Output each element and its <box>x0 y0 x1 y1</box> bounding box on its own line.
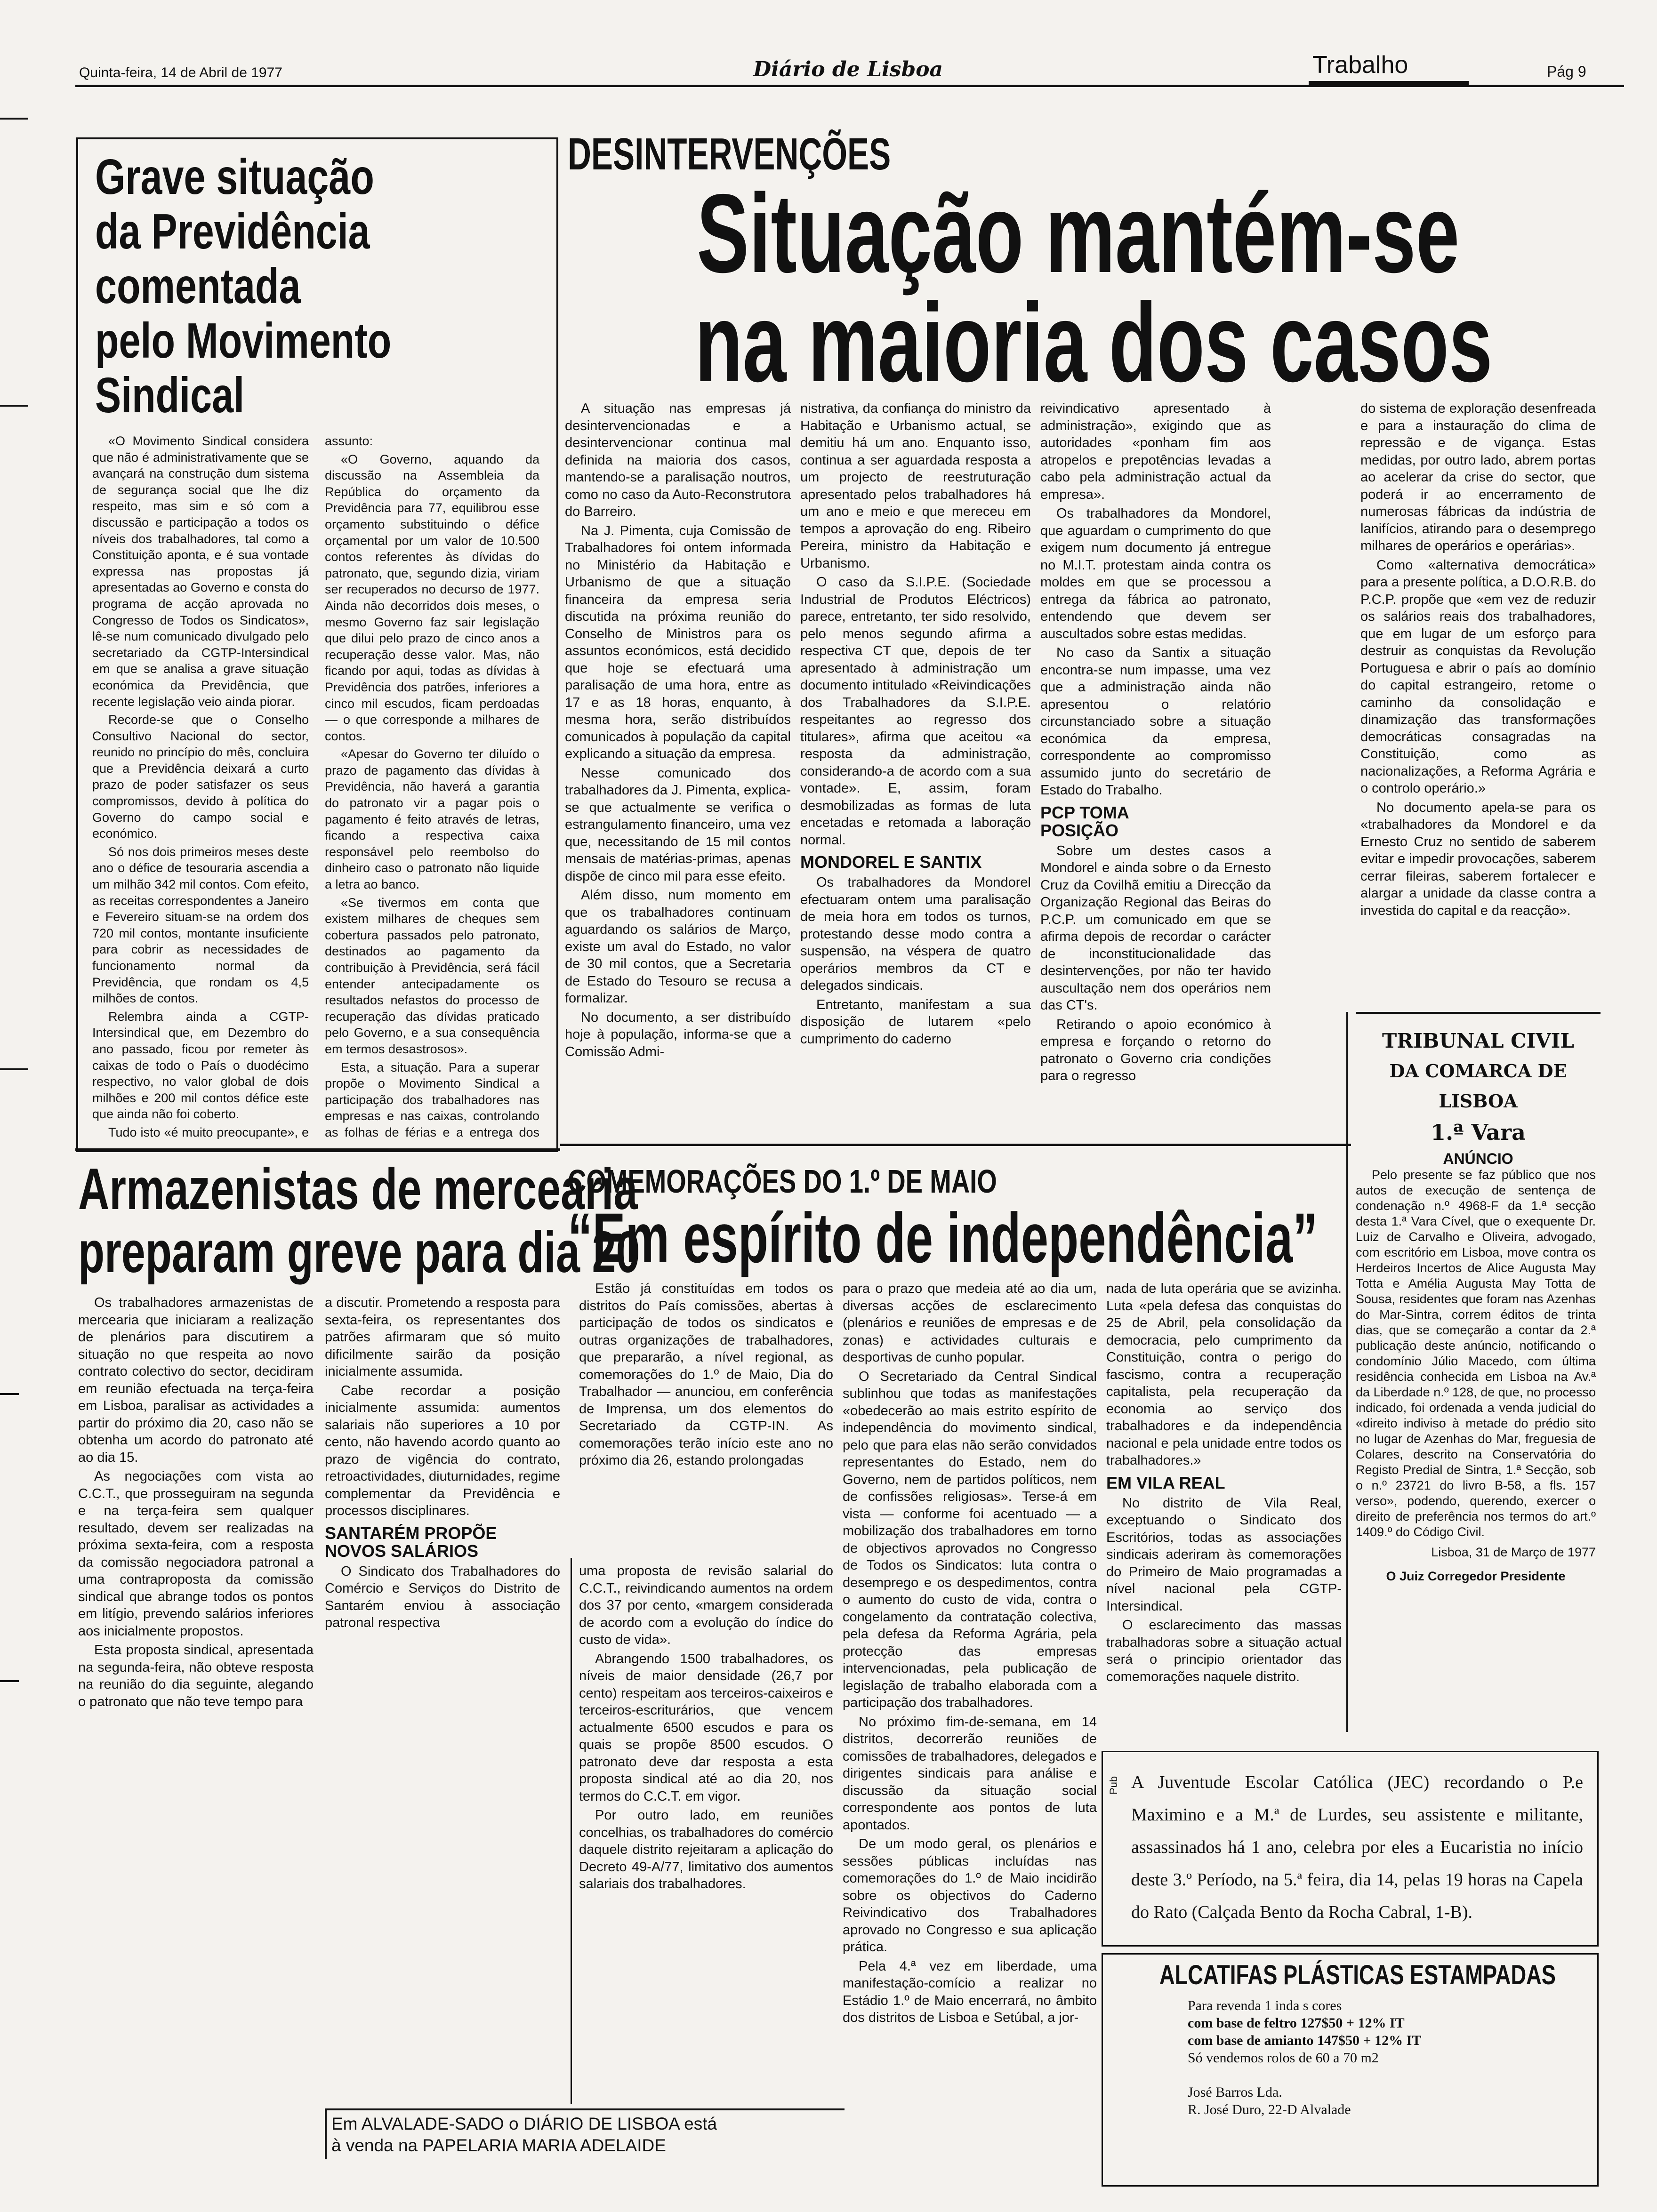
alcatifas-line: com base de amianto 147$50 + 12% IT <box>1188 2033 1422 2048</box>
alcatifas-body <box>1188 1997 1564 2118</box>
headline-line: comentada <box>95 258 301 314</box>
article-divider <box>75 1148 560 1151</box>
paragraph: Como «alternativa democrática» para a presente política, a D.O.R.B. do P.C.P. propõe que «em vez de reduzir os salários reais dos trabalhadores, que em lugar de um esforço para destruir as conquistas da Revolução Portuguesa e abrir o país ao domínio do capital estrangeiro, retome o caminho da consolidação e dinamização das transformações democráticas consagradas na Constituição, como as nacionalizações, a Reforma Agrária e o controlo operário.» <box>1360 557 1596 796</box>
paragraph: No próximo fim-de-semana, em 14 distritos, decorrerão reuniões de comissões de trabalhadores, delegados e dirigentes sindicais para análise e discussão da situação social correspondente aos pontos de luta apontados. <box>843 1714 1097 1833</box>
paragraph: Entretanto, manifestam a sua disposição de lutarem «pelo cumprimento do caderno <box>800 997 1031 1047</box>
article-desintervencoes-col2 <box>800 400 1031 1134</box>
paragraph: No documento apela-se para os «trabalhadores da Mondorel e da Ernesto Cruz no sentido de saberem evitar e impedir provocações, saberem cerrar fileiras, saberem fortalecer e alargar a unidade da classe contra a investida do capital e da reacção». <box>1360 800 1596 918</box>
paragraph: Os trabalhadores armazenistas de mercearia que iniciaram a realização de plenários para discutirem a situação no que respeita ao novo contrato colectivo do sector, decidiram em reunião efectuada na terça-feira em Lisboa, paralisar as actividades a partir do próximo dia 20, caso não se obtenha um acordo do patronato até ao dia 15. <box>78 1295 314 1465</box>
paragraph: «O Movimento Sindical considera que não é administrativamente que se avançará na construção dum sistema de segurança social que lhe diz respeito, mas sim e só com a discussão e participação a todos os níveis dos trabalhadores, tal como a Constituição aponta, e é sua vontade expressa nas propostas já apresentadas ao Governo e consta do programa de acção aprovada no Congresso de Todos os Sindicatos», lê-se num comunicado divulgado pelo secretariado da CGTP-Intersindical em que se analisa a grave situação económica da Previdência, que recente legislação veio ainda piorar. <box>92 434 309 709</box>
headline-line: da Previdência <box>95 204 370 259</box>
tribunal-notice <box>1356 1026 1601 1169</box>
alcatifas-line: Só vendemos rolos de 60 a 70 m2 <box>1188 2050 1379 2066</box>
subheading-line: NOVOS SALÁRIOS <box>325 1541 479 1561</box>
article-maio-headline: “Em espírito de independência” <box>568 1198 1318 1277</box>
paragraph: reivindicativo apresentado à administração», exigindo que as autoridades «ponham fim aos atropelos e prepotências levadas a cabo pela administração actual da empresa». <box>1040 401 1271 502</box>
notice-line: Em ALVALADE-SADO o DIÁRIO DE LISBOA está <box>331 2114 717 2133</box>
alcatifas-line: R. José Duro, 22-D Alvalade <box>1188 2102 1351 2117</box>
article-divider <box>560 1144 1351 1146</box>
paragraph: Abrangendo 1500 trabalhadores, os níveis de maior densidade (26,7 por cento) respeitam aos terceiros-caixeiros e terceiros-escriturários, que vencem actualmente 6500 escudos e para os quais se propõe 8500 escudos. O patronato deve dar resposta a esta proposta sindical até ao dia 20, nos termos do C.C.T. em vigor. <box>579 1651 833 1804</box>
article-previdencia-col2 <box>325 433 539 1139</box>
paragraph: As negociações com vista ao C.C.T., que prosseguiram na segunda e na terça-feira sem qualquer resultado, devem ser realizadas na próxima sexta-feira, com a resposta da comissão negociadora patronal a uma contraproposta da comissão sindical que abrange todos os pontos em litígio, prevendo salários inferiores aos inicialmente propostos. <box>78 1469 314 1639</box>
paragraph: O Sindicato dos Trabalhadores do Comércio e Serviços do Distrito de Santarém enviou à associação patronal respectiva <box>325 1563 560 1630</box>
alcatifas-line: Para revenda 1 inda s cores <box>1188 1998 1342 2013</box>
article-desintervencoes-col4 <box>1360 400 1596 1002</box>
paragraph: Por outro lado, em reuniões concelhias, os trabalhadores do comércio daquele distrito rejeitaram a aplicação do Decreto 49-A/77, limitativo dos aumentos salariais dos trabalhadores. <box>579 1808 833 1891</box>
paragraph: Retirando o apoio económico à empresa e forçando o retorno do patronato o Governo cria condições para o regresso <box>1040 1017 1271 1083</box>
tribunal-body <box>1356 1167 1596 1586</box>
paragraph: Tudo isto «é muito preocupante», e <box>108 1125 309 1139</box>
margin-mark <box>0 118 28 120</box>
article-armazenistas-headline <box>78 1158 837 1284</box>
article-maio-col2 <box>843 1280 1097 2203</box>
paragraph: No documento, a ser distribuído hoje à população, informa-se que a Comissão Admi- <box>565 1010 791 1059</box>
article-armazenistas-col2 <box>325 1294 560 1887</box>
headline-line: Grave situação <box>95 149 374 205</box>
paragraph: Na J. Pimenta, cuja Comissão de Trabalhadores foi ontem informada no Ministério da Habitação e Urbanismo de que a situação financeira da empresa seria discutida na próxima reunião do Conselho de Ministros para os assuntos económicos, está decidido que hoje se efectuará uma paralisação de uma hora, entre as 17 e as 18 horas, enquanto, à mesma hora, serão distribuídos comunicados à população da capital explicando a situação da empresa. <box>565 523 791 761</box>
headline-line: Armazenistas de mercearia <box>78 1157 638 1222</box>
margin-mark <box>0 1068 28 1070</box>
paragraph: A situação nas empresas já desintervencionadas e a desintervencionar continua mal definida na maioria dos casos, mantendo-se a paralisação noutros, como no caso da Auto-Reconstrutora do Barreiro. <box>565 401 791 519</box>
paragraph: Os trabalhadores da Mondorel efectuaram ontem uma paralisação de meia hora em todos os turnos, protestando desse modo contra a suspensão, na véspera de quatro operários membros da CT e delegados sindicais. <box>800 875 1031 993</box>
headline-line: preparam greve para dia 20 <box>78 1220 640 1285</box>
paragraph: assunto: <box>325 434 373 448</box>
paragraph: O caso da S.I.P.E. (Sociedade Industrial de Produtos Eléctricos) parece, entretanto, ter sido resolvido, pelo menos segundo afirma a respectiva CT que, depois de ter apresentado à administração um documento intitulado «Reivindicações dos Trabalhadores da S.I.P.E. respeitantes ao regresso dos titulares», afirma que aceitou «a resposta da administração, considerando-a de acordo com a sua vontade». E, assim, foram desmobilizadas as formas de luta encetadas e retomada a laboração normal. <box>800 575 1031 848</box>
alcatifas-ad <box>1102 1953 1599 2187</box>
paragraph: O Secretariado da Central Sindical sublinhou que todas as manifestações «obedecerão ao mais estrito espírito de independência do movimento sindical, pelo que para elas não serão convidados representantes do Estado, nem do Governo, nem de partidos políticos, nem de confissões religiosas». Terse-á em vista — conforme foi acentuado — a mobilização dos trabalhadores em torno de objectivos aprovados no Congresso de Todos os Sindicatos: luta contra o desemprego e os despedimentos, contra o aumento do custo de vida, contra o congelamento da contratação colectiva, pela defesa da Reforma Agrária, pela protecção das empresas intervencionadas, pela publicação de legislação de trabalho elaborada com a participação dos trabalhadores. <box>843 1369 1097 1710</box>
paragraph: Nesse comunicado dos trabalhadores da J. Pimenta, explica-se que actualmente se verifica o estrangulamento financeiro, uma vez que, necessitando de 15 mil contos mensais de matérias-primas, apenas dispõe de cinco mil para esse efeito. <box>565 765 791 884</box>
article-armazenistas-col3 <box>579 1563 833 2108</box>
section-name: Trabalho <box>1312 51 1408 79</box>
paragraph: Pela 4.ª vez em liberdade, uma manifestação-comício a realizar no Estádio 1.º de Maio encerrará, no âmbito dos distritos de Lisboa e Setúbal, a jor- <box>843 1958 1097 2025</box>
column-rule <box>1346 1012 1348 1732</box>
paragraph: «O Governo, aquando da discussão na Assembleia da República do orçamento da Previdência para 77, equilibrou esse orçamento substituindo o défice orçamental por um valor de 10.500 contos referentes às dívidas do patronato, que, segundo dizia, viriam ser recuperados no decurso de 1977. Ainda não decorridos dois meses, o mesmo Governo faz sair legislação que dilui pelo prazo de cinco anos a recuperação desse valor. Mas, não ficando por aqui, todas as dívidas à Previdência dos patrões, inferiores a cinco mil escudos, ficam perdoadas — o que corresponde a milhares de contos. <box>325 452 539 743</box>
article-desintervencoes-headline-2: na maioria dos casos <box>695 281 1493 405</box>
paragraph: Sobre um destes casos a Mondorel e ainda sobre o da Ernesto Cruz da Covilhã emitiu a Direcção da Organização Regional das Beiras do P.C.P. um comunicado em que se afirma depois de recordar o carácter de inconstitucionalidade das desintervenções, por não ter havido auscultação nem dos operários nem das CT's. <box>1040 843 1271 1013</box>
jec-text: A Juventude Escolar Católica (JEC) recordando o P.e Maximino e a M.ª de Lurdes, seu assistente e militante, assassinados há 1 ano, celebra por eles a Eucaristia no início deste 3.º Período, na 5.ª feira, dia 14, pelas 19 horas na Capela do Rato (Calçada Bento da Rocha Cabral, 1-B). <box>1131 1772 1583 1922</box>
paragraph: Além disso, num momento em que os trabalhadores continuam aguardando os salários de Março, existe um aval do Estado, no valor de 30 mil contos, que a Secretaria de Estado do Tesouro se recusa a formalizar. <box>565 888 791 1006</box>
article-desintervencoes-col1 <box>565 400 791 1134</box>
paragraph: De um modo geral, os plenários e sessões públicas incluídas nas comemorações do 1.º de Maio incidirão sobre os objectivos do Caderno Reivindicativo dos Trabalhadores aprovado no Congresso e sua aplicação prática. <box>843 1836 1097 1955</box>
paragraph: nada de luta operária que se avizinha. Luta «pela defesa das conquistas do 25 de Abril, pela consolidação da democracia, pelo cumprimento da Constituição, contra o perigo do fascismo, contra a recuperação capitalista, pela recuperação da economia ao serviço dos trabalhadores e da independência nacional e pela unidade entre todos os trabalhadores.» <box>1106 1281 1342 1468</box>
column-rule <box>571 1558 572 2104</box>
subheading-line: POSIÇÃO <box>1040 820 1119 840</box>
paragraph: Relembra ainda a CGTP-Intersindical que, em Dezembro do ano passado, ficou por remeter às caixas de todo o País o duodécimo respectivo, no valor global de dois milhões e 200 mil contos défice este que ainda não foi coberto. <box>92 1009 309 1122</box>
paragraph: nistrativa, da confiança do ministro da Habitação e Urbanismo actual, se demitiu há um ano. Enquanto isso, continua a ser aguardada resposta a um projecto de reestruturação apresentado pelos trabalhadores há um ano e meio e que mereceu em tempos a aprovação do eng. Ribeiro Pereira, ministro da Habitação e Urbanismo. <box>800 401 1031 571</box>
paragraph: O esclarecimento das massas trabalhadoras sobre a situação actual será o principio orientador das comemorações naquele distrito. <box>1106 1618 1342 1684</box>
tribunal-vara: 1.ª Vara <box>1431 1120 1526 1145</box>
pub-label: Pub <box>1108 1776 1119 1795</box>
alcatifas-title: ALCATIFAS PLÁSTICAS ESTAMPADAS <box>1159 1960 1556 1990</box>
tribunal-anuncio: ANÚNCIO <box>1443 1150 1513 1167</box>
tribunal-judge: O Juiz Corregedor Presidente <box>1386 1569 1566 1583</box>
subheading-line: SANTARÉM PROPÕE <box>325 1523 497 1543</box>
paragraph: Só nos dois primeiros meses deste ano o défice de tesouraria ascendia a um milhão 342 mil contos. Com efeito, as receitas correspondentes a Janeiro e Fevereiro situam-se na ordem dos 720 mil contos, montante insuficiente para cobrir as necessidades de funcionamento normal da Previdência, que rondam os 4,5 milhões de contos. <box>92 844 309 1006</box>
article-previdencia-headline <box>95 150 475 423</box>
subheading-pcp <box>1040 804 1271 840</box>
article-previdencia-col1 <box>92 433 309 1139</box>
paragraph: Pelo presente se faz público que nos autos de execução de sentença de condenação n.º 4968-F da 1.ª secção desta 1.ª Vara Cível, que o exequente Dr. Luiz de Carvalho e Oliveira, advogado, com escritório em Lisboa, move contra os Herdeiros Incertos de Alice Augusta May Totta e Amélia Augusta May Totta de Sousa, residentes que foram nas Azenhas do Mar-Sintra, correm éditos de trinta dias, que se começarão a contar da 2.ª publicação deste anúncio, notificando o condomínio Júlio Macedo, com última residência conhecida em Lisboa na Av.ª da Liberdade n.º 128, de que, no processo indicado, foi ordenada a venda judicial do «direito indiviso à metade do prédio sito no lugar de Azenhas do Mar, freguesia de Colares, descrito na Conservatória do Registo Predial de Sintra, 1.ª Secção, sob o n.º 23721 do livro B-58, a fls. 157 verso», podendo, querendo, exercer o direito de preferência nos termos do art.º 1409.º do Código Civil. <box>1356 1168 1596 1539</box>
subheading-santarem <box>325 1524 560 1560</box>
paragraph: No distrito de Vila Real, exceptuando o Sindicato dos Escritórios, todas as associações sindicais aderiram às comemorações do Primeiro de Maio programadas a nível nacional pela CGTP-Intersindical. <box>1106 1495 1342 1614</box>
paragraph: Esta, a situação. Para a superar propõe o Movimento Sindical a participação dos trabalhadores nas empresas e nas caixas, controlando as folhas de férias e a entrega dos <box>325 1060 539 1139</box>
tribunal-date: Lisboa, 31 de Março de 1977 <box>1431 1545 1596 1559</box>
subheading-line: PCP TOMA <box>1040 802 1129 822</box>
paragraph: Recorde-se que o Conselho Consultivo Nacional do sector, reunido no princípio do mês, concluira que a Previdência deixará a curto prazo de poder satisfazer os seus compromissos, devido à política do Governo do campo social e económico. <box>92 713 309 841</box>
paragraph: para o prazo que medeia até ao dia um, diversas acções de esclarecimento (plenários e reuniões de empresas e de zonas) e actividades culturais e desportivas de cunho popular. <box>843 1281 1097 1365</box>
margin-mark <box>0 1680 19 1682</box>
article-armazenistas-col1 <box>78 1294 314 2203</box>
article-maio-kicker: COMEMORAÇÕES DO 1.º DE MAIO <box>568 1163 997 1200</box>
jec-ad <box>1102 1751 1599 1947</box>
subheading-mondorel: MONDOREL E SANTIX <box>800 852 982 872</box>
article-desintervencoes-headline-1: Situação mantém-se <box>697 171 1460 296</box>
paragraph: Cabe recordar a posição inicialmente assumida: aumentos salariais não superiores a 10 por cento, não havendo acordo quanto ao prazo de vigência do contrato, retroactividades, diuturnidades, regime complementar da Previdência e processos disciplinares. <box>325 1383 560 1518</box>
paragraph: No caso da Santix a situação encontra-se num impasse, uma vez que a administração ainda não apresentou o relatório circunstanciado sobre a situação económica da empresa, correspondente ao compromisso assumido junto do secretário de Estado do Trabalho. <box>1040 645 1271 798</box>
tribunal-top-rule <box>1356 1012 1601 1014</box>
margin-mark <box>0 1393 19 1395</box>
masthead-date: Quinta-feira, 14 de Abril de 1977 <box>79 65 282 80</box>
headline-line: Sindical <box>95 368 245 423</box>
subheading-vila-real: EM VILA REAL <box>1106 1473 1225 1492</box>
alvalade-notice <box>325 2108 845 2159</box>
page-number: Pág 9 <box>1547 63 1586 80</box>
notice-line: à venda na PAPELARIA MARIA ADELAIDE <box>331 2136 666 2155</box>
newspaper-name: Diário de Lisboa <box>753 57 943 81</box>
paragraph: «Se tivermos em conta que existem milhares de cheques sem cobertura passados pelo patronato, destinados ao pagamento da contribuição à Previdência, será fácil entender antecipadamente os resultados nefastos do processo de recuperação das dívidas praticado pelo Governo, e a sua consequência em termos desastrosos». <box>325 895 539 1056</box>
paragraph: a discutir. Prometendo a resposta para sexta-feira, os representantes dos patrões afirmaram que só muito dificilmente sairão da posição inicialmente assumida. <box>325 1295 560 1379</box>
alcatifas-line: José Barros Lda. <box>1188 2084 1282 2100</box>
article-desintervencoes-col3 <box>1040 400 1271 1134</box>
tribunal-title: DA COMARCA DE LISBOA <box>1389 1060 1567 1112</box>
paragraph: Os trabalhadores da Mondorel, que aguardam o cumprimento do que exigem num documento já entregue no M.I.T. protestam ainda contra os moldes em que se processou a entrega da fábrica ao patronato, entendendo que devem ser auscultados sobre estas medidas. <box>1040 506 1271 641</box>
article-maio-col1 <box>579 1280 833 1558</box>
margin-mark <box>0 405 28 407</box>
tribunal-title: TRIBUNAL CIVIL <box>1382 1029 1574 1052</box>
paragraph: Esta proposta sindical, apresentada na segunda-feira, não obteve resposta na reunião do dia seguinte, alegando o patronato que não teve tempo para <box>78 1643 314 1709</box>
article-desintervencoes-kicker: DESINTERVENÇÕES <box>568 129 891 179</box>
paragraph: Estão já constituídas em todos os distritos do País comissões, abertas à participação de todos os sindicatos e outras organizações de trabalhadores, que prepararão, a nível regional, as comemorações do 1.º de Maio, Dia do Trabalhador — anunciou, em conferência de Imprensa, um dos elementos do Secretariado da CGTP-IN. As comemorações terão início este ano no próximo dia 26, estando prolongadas <box>579 1281 833 1468</box>
article-maio-col3 <box>1106 1280 1342 1798</box>
headline-line: pelo Movimento <box>95 313 392 369</box>
paragraph: «Apesar do Governo ter diluído o prazo de pagamento das dívidas à Previdência, não haverá a garantia do patronato vir a pagar pois o pagamento é feito através de letras, ficando a respectiva caixa responsável pelo reembolso do dinheiro caso o patronato não liquide a letra ao banco. <box>325 747 539 892</box>
alcatifas-line: com base de feltro 127$50 + 12% IT <box>1188 2015 1405 2031</box>
paragraph: uma proposta de revisão salarial do C.C.T., reivindicando aumentos na ordem dos 37 por cento, «margem considerada de acordo com a evolução do índice do custo de vida». <box>579 1563 833 1647</box>
paragraph: do sistema de exploração desenfreada e para a instauração do clima de repressão e de vigança. Estas medidas, por outro lado, abrem portas ao acelerar da crise do sector, que poderá ir ao encerramento de numerosas fábricas da indústria de lanifícios, atirando para o desemprego milhares de operários e operárias». <box>1360 401 1596 553</box>
section-underline <box>1309 81 1469 86</box>
